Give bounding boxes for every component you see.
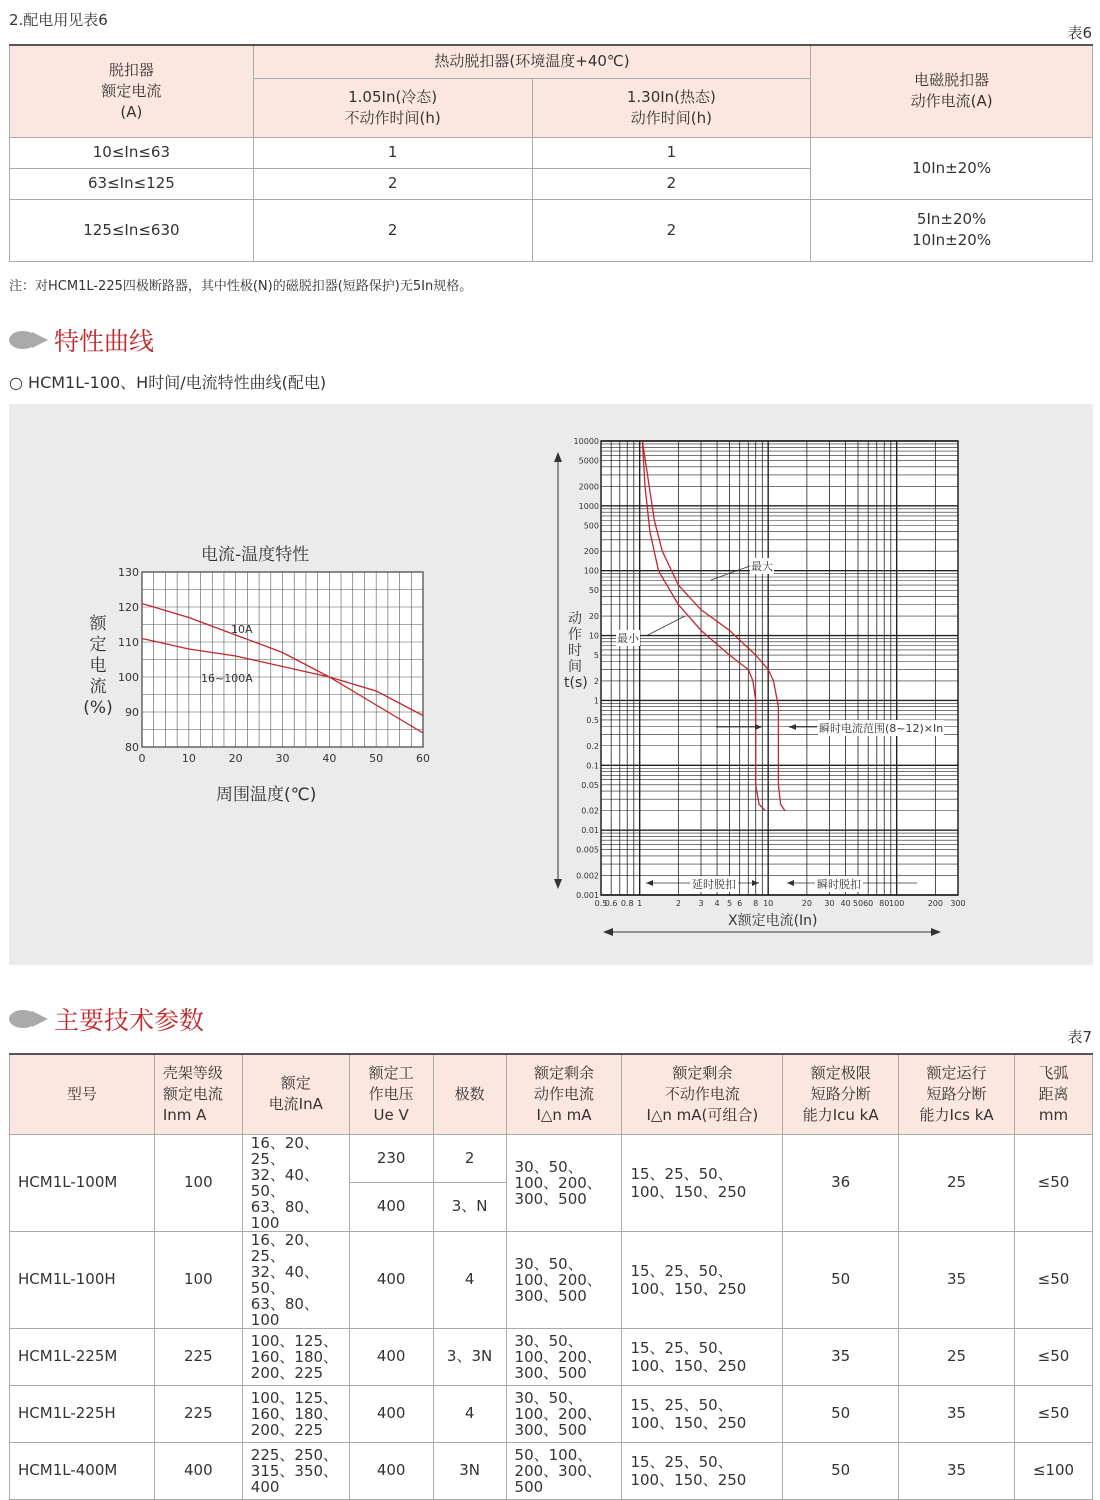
current-temperature-chart — [118, 566, 430, 765]
current-cell: 16、20、25、 32、40、50、 63、80、100 — [242, 1231, 349, 1328]
y-tick-label: 0.001 — [576, 891, 599, 900]
icu-cell: 50 — [783, 1385, 899, 1442]
current-cell: 100、125、 160、180、 200、225 — [242, 1328, 349, 1385]
time-current-chart — [554, 437, 966, 936]
icu-cell: 35 — [783, 1328, 899, 1385]
nonop-cell: 15、25、50、 100、150、250 — [622, 1328, 783, 1385]
voltage-cell: 400 — [349, 1442, 433, 1499]
x-tick-label: 20 — [801, 899, 812, 908]
section-bullet-icon — [8, 327, 52, 353]
y-tick-label: 100 — [583, 566, 599, 576]
y-tick-label: 100 — [118, 671, 139, 684]
frame-cell: 100 — [154, 1134, 242, 1231]
x-tick-label: 0 — [138, 752, 146, 765]
header-hot: 1.30In(热态) 动作时间(h) — [532, 78, 811, 137]
current-cell: 100、125、 160、180、 200、225 — [242, 1385, 349, 1442]
ics-cell: 35 — [899, 1385, 1015, 1442]
th-voltage: 额定工 作电压 Ue V — [349, 1054, 433, 1134]
table-row — [10, 137, 1093, 168]
x-tick-label: 0.8 — [620, 899, 634, 908]
table6-label: 表6 — [1067, 24, 1092, 42]
y-tick-label: 10000 — [573, 437, 599, 446]
ics-cell: 35 — [899, 1442, 1015, 1499]
curve-label-10a: 10A — [231, 623, 253, 636]
model-cell: HCM1L-400M — [10, 1442, 155, 1499]
y-tick-label: 20 — [588, 612, 599, 622]
poles-cell: 3、N — [433, 1183, 506, 1232]
y-tick-label: 120 — [118, 601, 139, 614]
current-cell: 225、250、 315、350、 400 — [242, 1442, 349, 1499]
chart-subtitle: ○ HCM1L-100、H时间/电流特性曲线(配电) — [9, 373, 327, 392]
hot-cell: 2 — [532, 199, 811, 261]
x-tick-label: 2 — [675, 899, 681, 908]
residual-cell: 30、50、 100、200、 300、500 — [506, 1134, 622, 1231]
th-nonop: 额定剩余 不动作电流 I△n mA(可组合) — [622, 1054, 783, 1134]
residual-cell: 50、100、 200、300、 500 — [506, 1442, 622, 1499]
poles-cell: 3、3N — [433, 1328, 506, 1385]
magnetic-cell: 5In±20% 10In±20% — [811, 199, 1093, 261]
voltage-cell: 400 — [349, 1385, 433, 1442]
arrow-head-icon — [554, 879, 562, 889]
y-tick-label: 200 — [583, 547, 599, 557]
frame-cell: 225 — [154, 1385, 242, 1442]
arc-cell: ≤50 — [1014, 1231, 1092, 1328]
x-tick-label: 40 — [322, 752, 337, 765]
voltage-cell: 400 — [349, 1231, 433, 1328]
label-min: 最小 — [617, 632, 639, 645]
frame-cell: 100 — [154, 1231, 242, 1328]
th-frame: 壳架等级 额定电流 Inm A — [154, 1054, 242, 1134]
model-cell: HCM1L-100M — [10, 1134, 155, 1231]
voltage-cell: 400 — [349, 1328, 433, 1385]
x-tick-label: 30 — [824, 899, 835, 908]
x-tick-label: 1 — [637, 899, 643, 908]
ics-cell: 35 — [899, 1231, 1015, 1328]
section-title-curves — [8, 320, 154, 360]
arrow-head-icon — [554, 452, 562, 462]
model-cell: HCM1L-225H — [10, 1385, 155, 1442]
x-tick-label: 30 — [275, 752, 290, 765]
y-tick-label: 0.1 — [586, 761, 599, 771]
th-model: 型号 — [10, 1054, 155, 1134]
cold-cell: 1 — [253, 137, 532, 168]
label-delay-trip: 延时脱扣 — [692, 878, 736, 891]
y-tick-label: 80 — [125, 741, 139, 754]
magnetic-cell: 10In±20% — [811, 137, 1093, 199]
range-cell: 10≤In≤63 — [10, 137, 254, 168]
y-tick-label: 1 — [593, 696, 599, 706]
left-chart-ylabel: 额 定 电 流 (%) — [83, 614, 113, 718]
table-row — [10, 1134, 1093, 1183]
x-tick-label: 60 — [863, 899, 874, 908]
x-tick-label: 50 — [369, 752, 384, 765]
arc-cell: ≤50 — [1014, 1134, 1092, 1231]
nonop-cell: 15、25、50、 100、150、250 — [622, 1442, 783, 1499]
x-tick-label: 60 — [416, 752, 430, 765]
right-chart-ylabel: 动 作 时 间 t(s) — [564, 611, 588, 691]
y-tick-label: 0.01 — [581, 826, 599, 836]
table7-label: 表7 — [1067, 1028, 1092, 1046]
arc-cell: ≤50 — [1014, 1328, 1092, 1385]
section-heading: 主要技术参数 — [54, 1006, 205, 1035]
x-tick-label: 50 — [852, 899, 864, 908]
arc-cell: ≤100 — [1014, 1442, 1092, 1499]
x-tick-label: 0.5 — [594, 899, 608, 908]
current-cell: 16、20、25、 32、40、50、 63、80、100 — [242, 1134, 349, 1231]
cold-cell: 2 — [253, 168, 532, 199]
icu-cell: 50 — [783, 1442, 899, 1499]
icu-cell: 36 — [783, 1134, 899, 1231]
x-tick-label: 40 — [840, 899, 851, 908]
header-trip-current: 脱扣器 额定电流 (A) — [10, 45, 254, 137]
table-row — [10, 1328, 1093, 1385]
frame-cell: 400 — [154, 1442, 242, 1499]
poles-cell: 3N — [433, 1442, 506, 1499]
th-icu: 额定极限 短路分断 能力Icu kA — [783, 1054, 899, 1134]
model-cell: HCM1L-225M — [10, 1328, 155, 1385]
hot-cell: 2 — [532, 168, 811, 199]
curve-label-16a: 16~100A — [201, 672, 253, 685]
table-row — [10, 1231, 1093, 1328]
frame-cell: 225 — [154, 1328, 242, 1385]
residual-cell: 30、50、 100、200、 300、500 — [506, 1231, 622, 1328]
y-tick-label: 0.5 — [586, 715, 599, 725]
cold-cell: 2 — [253, 199, 532, 261]
x-tick-label: 20 — [228, 752, 243, 765]
charts-svg — [9, 404, 1093, 965]
y-tick-label: 1000 — [578, 501, 599, 511]
model-cell: HCM1L-100H — [10, 1231, 155, 1328]
y-tick-label: 130 — [118, 566, 139, 579]
section-heading: 特性曲线 — [54, 327, 155, 356]
label-instant-trip: 瞬时脱扣 — [817, 878, 861, 891]
x-tick-label: 3 — [698, 899, 704, 908]
y-tick-label: 2 — [593, 676, 599, 686]
ics-cell: 25 — [899, 1134, 1015, 1231]
header-magnetic: 电磁脱扣器 动作电流(A) — [811, 45, 1093, 137]
nonop-cell: 15、25、50、 100、150、250 — [622, 1231, 783, 1328]
x-tick-label: 10 — [181, 752, 196, 765]
th-residual: 额定剩余 动作电流 I△n mA — [506, 1054, 622, 1134]
x-tick-label: 80 — [879, 899, 890, 908]
y-tick-label: 2000 — [578, 482, 599, 492]
y-tick-label: 5 — [593, 651, 599, 661]
table6 — [9, 44, 1093, 262]
label-max: 最大 — [751, 560, 773, 573]
hot-cell: 1 — [532, 137, 811, 168]
left-chart-title: 电流-温度特性 — [201, 545, 310, 565]
y-tick-label: 50 — [588, 586, 599, 596]
y-tick-label: 10 — [588, 631, 599, 641]
poles-cell: 4 — [433, 1385, 506, 1442]
residual-cell: 30、50、 100、200、 300、500 — [506, 1328, 622, 1385]
y-tick-label: 0.005 — [576, 845, 599, 855]
y-tick-label: 90 — [125, 706, 139, 719]
y-tick-label: 0.05 — [581, 780, 599, 790]
table-row — [10, 1385, 1093, 1442]
chart-panel — [9, 404, 1093, 965]
arrow-head-icon — [603, 928, 613, 936]
range-cell: 63≤In≤125 — [10, 168, 254, 199]
y-tick-label: 5000 — [578, 456, 599, 466]
x-tick-label: 200 — [927, 899, 944, 908]
x-tick-label: 10 — [763, 899, 774, 908]
y-tick-label: 110 — [118, 636, 139, 649]
section-bullet-icon — [8, 1006, 52, 1032]
table-row — [10, 199, 1093, 261]
x-tick-label: 4 — [714, 899, 720, 908]
y-tick-label: 0.02 — [581, 806, 599, 816]
x-tick-label: 300 — [950, 899, 966, 908]
th-arc: 飞弧 距离 mm — [1014, 1054, 1092, 1134]
section-title-params — [8, 999, 204, 1039]
x-tick-label: 5 — [726, 899, 733, 908]
th-current: 额定 电流InA — [242, 1054, 349, 1134]
range-cell: 125≤In≤630 — [10, 199, 254, 261]
voltage-cell: 230 — [349, 1134, 433, 1183]
table7 — [9, 1053, 1093, 1500]
poles-cell: 4 — [433, 1231, 506, 1328]
arc-cell: ≤50 — [1014, 1385, 1092, 1442]
x-tick-label: 8 — [753, 899, 759, 908]
ics-cell: 25 — [899, 1328, 1015, 1385]
table-row — [10, 1442, 1093, 1499]
poles-cell: 2 — [433, 1134, 506, 1183]
x-tick-label: 0.6 — [604, 899, 618, 908]
label-instant-range: 瞬时电流范围(8~12)×In — [819, 722, 944, 735]
arrow-head-icon — [931, 928, 941, 936]
voltage-cell: 400 — [349, 1183, 433, 1232]
x-tick-label: 100 — [889, 899, 905, 908]
header-thermal-group: 热动脱扣器(环境温度+40℃) — [253, 45, 810, 78]
header-cold: 1.05In(冷态) 不动作时间(h) — [253, 78, 532, 137]
table7-header-row — [10, 1054, 1093, 1134]
x-tick-label: 6 — [737, 899, 743, 908]
table6-note: 注：对HCM1L-225四极断路器，其中性极(N)的磁脱扣器(短路保护)无5In规格。 — [9, 279, 473, 294]
th-ics: 额定运行 短路分断 能力Ics kA — [899, 1054, 1015, 1134]
icu-cell: 50 — [783, 1231, 899, 1328]
table6-caption: 2.配电用见表6 — [9, 11, 108, 29]
y-tick-label: 0.2 — [586, 741, 599, 751]
nonop-cell: 15、25、50、 100、150、250 — [622, 1385, 783, 1442]
th-poles: 极数 — [433, 1054, 506, 1134]
left-chart-xlabel: 周围温度(℃) — [216, 785, 317, 805]
y-tick-label: 0.002 — [576, 871, 599, 881]
residual-cell: 30、50、 100、200、 300、500 — [506, 1385, 622, 1442]
y-tick-label: 500 — [583, 521, 599, 531]
right-chart-xlabel: X额定电流(In) — [728, 913, 818, 929]
nonop-cell: 15、25、50、 100、150、250 — [622, 1134, 783, 1231]
